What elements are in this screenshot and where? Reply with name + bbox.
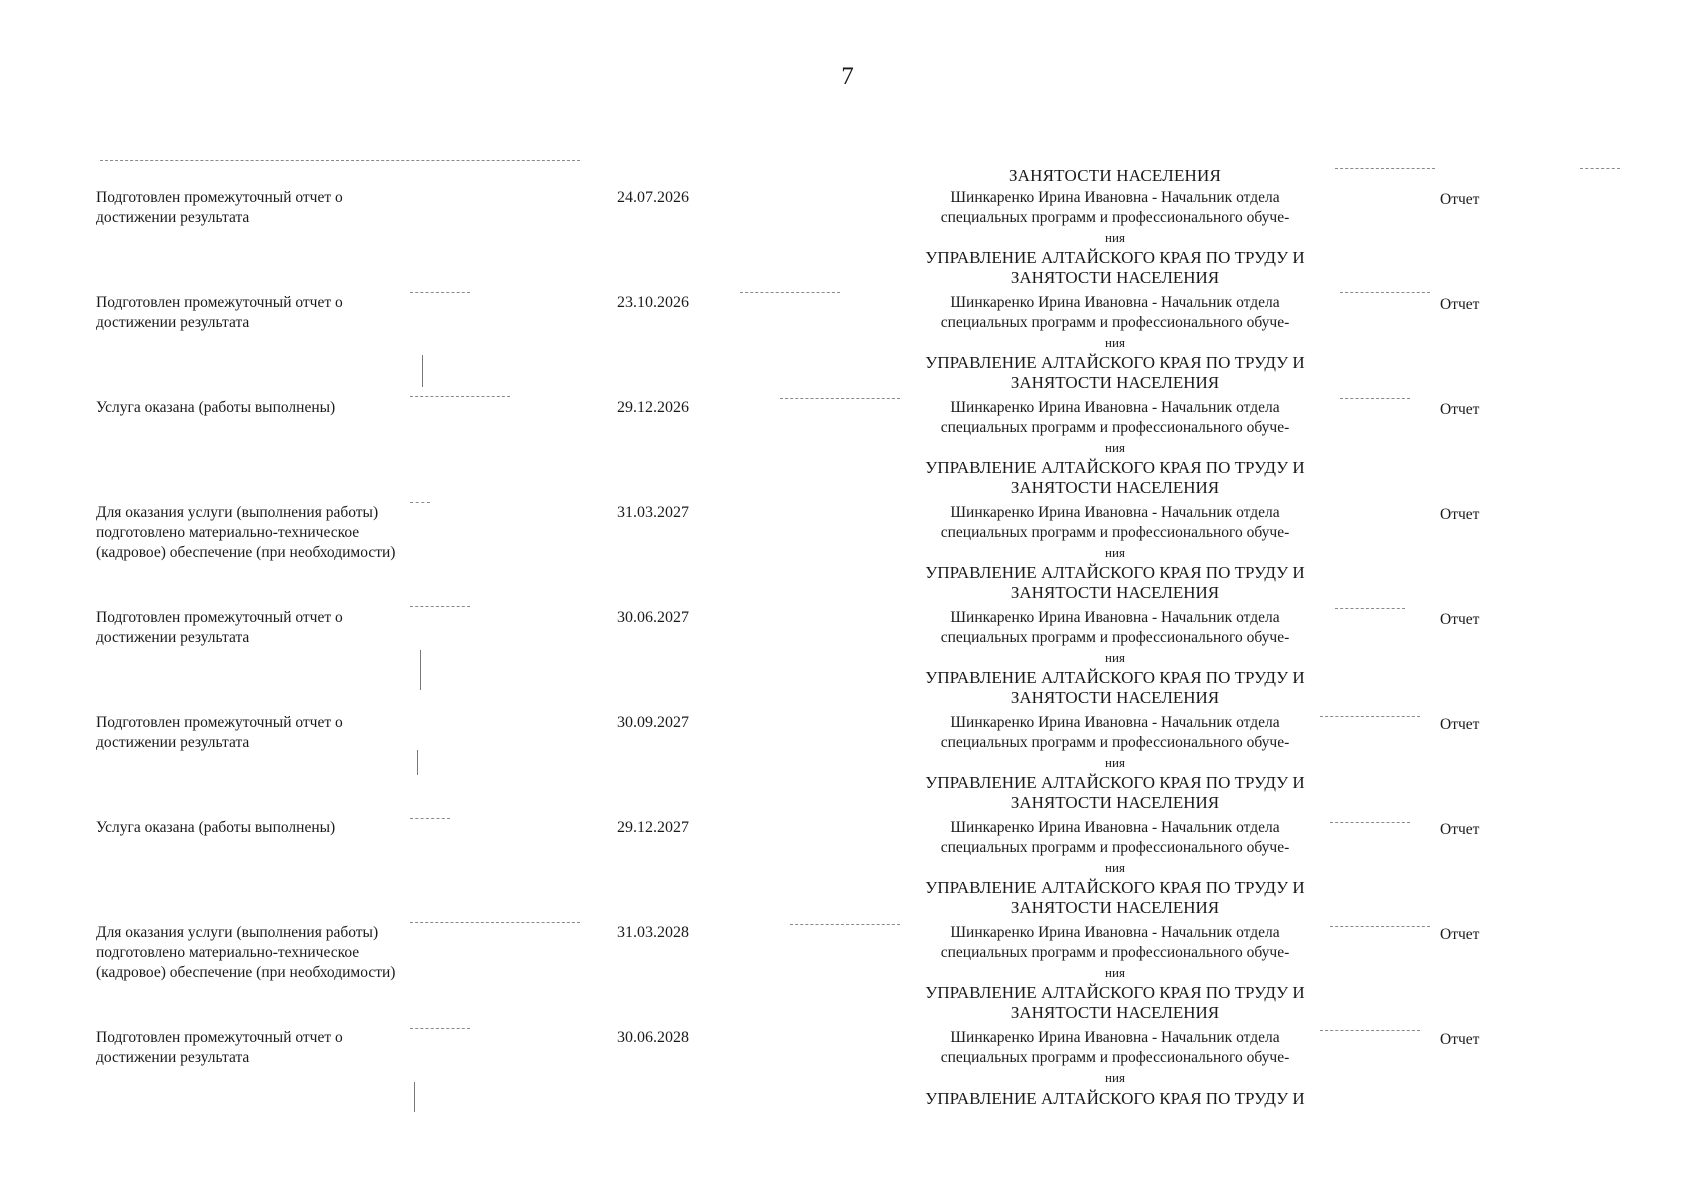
responsible-cell [895,608,1335,708]
event-cell: Подготовлен промежуточный отчет о достижении результата [96,609,343,646]
responsible-position: специальных программ и профессионального обуче- [940,629,1290,646]
document-type-cell: Отчет [1440,926,1480,943]
responsible-person: Шинкаренко Ирина Ивановна - Начальник отдела [950,924,1280,941]
responsible-person: Шинкаренко Ирина Ивановна - Начальник отдела [950,714,1280,731]
responsible-org: УПРАВЛЕНИЕ АЛТАЙСКОГО КРАЯ ПО ТРУДУ И ЗАНЯТОСТИ НАСЕЛЕНИЯ [925,983,1305,1022]
responsible-org: УПРАВЛЕНИЕ АЛТАЙСКОГО КРАЯ ПО ТРУДУ И ЗАНЯТОСТИ НАСЕЛЕНИЯ [925,773,1305,812]
event-cell: Для оказания услуги (выполнения работы) подготовлено материально-техническое (кадровое) обеспечение (при необходимости) [96,504,396,561]
responsible-position: специальных программ и профессионального обуче- [940,524,1290,541]
responsible-org: УПРАВЛЕНИЕ АЛТАЙСКОГО КРАЯ ПО ТРУДУ И ЗАНЯТОСТИ НАСЕЛЕНИЯ [925,248,1305,287]
scan-dash [1335,168,1435,169]
responsible-position: специальных программ и профессионального обуче- [940,734,1290,751]
responsible-position-tail: ния [1105,965,1125,980]
scan-dash [410,396,510,397]
responsible-person: Шинкаренко Ирина Ивановна - Начальник отдела [950,399,1280,416]
document-type-cell: Отчет [1440,611,1480,628]
responsible-org: УПРАВЛЕНИЕ АЛТАЙСКОГО КРАЯ ПО ТРУДУ И ЗАНЯТОСТИ НАСЕЛЕНИЯ [925,878,1305,917]
responsible-position: специальных программ и профессионального обуче- [940,209,1290,226]
responsible-position-tail: ния [1105,335,1125,350]
date-cell: 29.12.2026 [617,399,689,416]
page-number: 7 [841,63,854,90]
responsible-cell [895,818,1335,918]
table-row [0,608,1695,713]
event-cell: Подготовлен промежуточный отчет о достижении результата [96,189,343,226]
responsible-position-tail: ния [1105,860,1125,875]
event-cell: Подготовлен промежуточный отчет о достижении результата [96,1029,343,1066]
table-row [0,503,1695,608]
scan-dash [1335,608,1405,609]
responsible-person: Шинкаренко Ирина Ивановна - Начальник отдела [950,294,1280,311]
responsible-cell [895,1028,1335,1087]
responsible-person: Шинкаренко Ирина Ивановна - Начальник отдела [950,189,1280,206]
responsible-position: специальных программ и профессионального обуче- [940,419,1290,436]
document-type-cell: Отчет [1440,296,1480,313]
date-cell: 30.09.2027 [617,714,689,731]
scan-vline [422,355,423,387]
responsible-person: Шинкаренко Ирина Ивановна - Начальник отдела [950,819,1280,836]
responsible-person: Шинкаренко Ирина Ивановна - Начальник отдела [950,1029,1280,1046]
responsible-position-tail: ния [1105,230,1125,245]
scan-dash [780,398,900,399]
responsible-cell [895,188,1335,288]
responsible-position: специальных программ и профессионального обуче- [940,839,1290,856]
event-cell: Для оказания услуги (выполнения работы) подготовлено материально-техническое (кадровое) обеспечение (при необходимости) [96,924,396,981]
scan-dash [1340,292,1430,293]
scan-dash [410,1028,470,1029]
scan-dash [410,292,470,293]
table-row [0,398,1695,503]
scan-vline [414,1082,415,1112]
responsible-cell [895,923,1335,1023]
table-row [0,188,1695,293]
date-cell: 29.12.2027 [617,819,689,836]
scan-dash [410,502,430,503]
event-cell: Услуга оказана (работы выполнены) [96,399,336,416]
event-cell: Услуга оказана (работы выполнены) [96,819,336,836]
scan-dash [100,160,580,161]
scan-vline [420,650,421,690]
responsible-person: Шинкаренко Ирина Ивановна - Начальник отдела [950,609,1280,626]
responsible-position: специальных программ и профессионального обуче- [940,1049,1290,1066]
date-cell: 31.03.2028 [617,924,689,941]
scan-dash [1330,926,1430,927]
responsible-position: специальных программ и профессионального обуче- [940,314,1290,331]
responsible-cell [895,293,1335,393]
date-cell: 24.07.2026 [617,189,689,206]
responsible-org: УПРАВЛЕНИЕ АЛТАЙСКОГО КРАЯ ПО ТРУДУ И ЗАНЯТОСТИ НАСЕЛЕНИЯ [925,563,1305,602]
responsible-position-tail: ния [1105,545,1125,560]
lead-org-line: ЗАНЯТОСТИ НАСЕЛЕНИЯ [1008,166,1222,185]
scan-dash [1320,716,1420,717]
tail-org-line: УПРАВЛЕНИЕ АЛТАЙСКОГО КРАЯ ПО ТРУДУ И [925,1089,1305,1108]
date-cell: 30.06.2027 [617,609,689,626]
responsible-position-tail: ния [1105,755,1125,770]
scan-dash [740,292,840,293]
responsible-cell [895,713,1335,813]
scan-dash [1330,822,1410,823]
scan-dash [1340,398,1410,399]
document-type-cell: Отчет [1440,1031,1480,1048]
responsible-org: УПРАВЛЕНИЕ АЛТАЙСКОГО КРАЯ ПО ТРУДУ И ЗАНЯТОСТИ НАСЕЛЕНИЯ [925,353,1305,392]
responsible-cell [895,398,1335,498]
scan-dash [1580,168,1620,169]
responsible-position-tail: ния [1105,650,1125,665]
scan-dash [790,924,900,925]
scan-vline [417,750,418,775]
table-row [0,923,1695,1028]
document-type-cell: Отчет [1440,506,1480,523]
scan-dash [410,818,450,819]
responsible-org: УПРАВЛЕНИЕ АЛТАЙСКОГО КРАЯ ПО ТРУДУ И ЗАНЯТОСТИ НАСЕЛЕНИЯ [925,458,1305,497]
responsible-person: Шинкаренко Ирина Ивановна - Начальник отдела [950,504,1280,521]
responsible-cell [895,503,1335,603]
document-type-cell: Отчет [1440,716,1480,733]
scan-dash [410,606,470,607]
responsible-org: УПРАВЛЕНИЕ АЛТАЙСКОГО КРАЯ ПО ТРУДУ И ЗАНЯТОСТИ НАСЕЛЕНИЯ [925,668,1305,707]
table-row [0,818,1695,923]
date-cell: 23.10.2026 [617,294,689,311]
table-row [0,1028,1695,1133]
date-cell: 31.03.2027 [617,504,689,521]
scan-dash [410,922,580,923]
table-row [0,293,1695,398]
scan-dash [1320,1030,1420,1031]
table-row [0,713,1695,818]
document-type-cell: Отчет [1440,821,1480,838]
document-type-cell: Отчет [1440,401,1480,418]
responsible-position: специальных программ и профессионального обуче- [940,944,1290,961]
document-type-cell: Отчет [1440,191,1480,208]
event-cell: Подготовлен промежуточный отчет о достижении результата [96,294,343,331]
responsible-position-tail: ния [1105,440,1125,455]
date-cell: 30.06.2028 [617,1029,689,1046]
responsible-position-tail: ния [1105,1070,1125,1085]
event-cell: Подготовлен промежуточный отчет о достижении результата [96,714,343,751]
